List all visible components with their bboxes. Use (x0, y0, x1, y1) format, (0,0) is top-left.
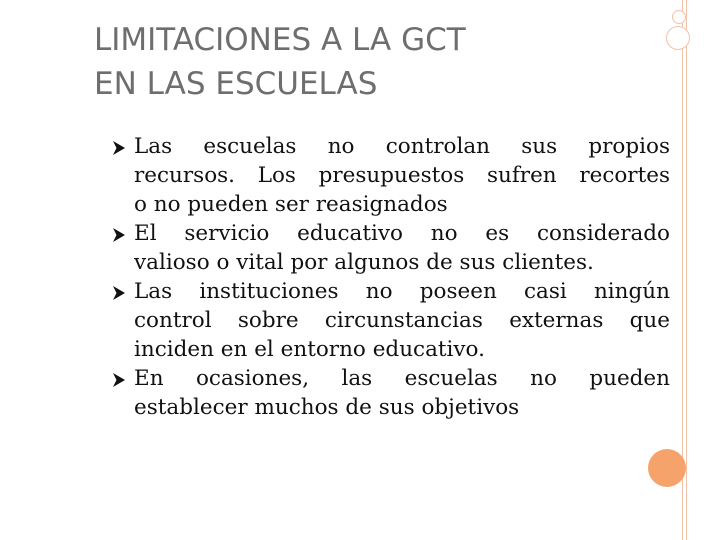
bullet-text-line: valioso o vital por algunos de sus clientes. (134, 250, 594, 275)
decorative-circle-orange (648, 449, 686, 487)
bullet-text-line: El servicio educativo no es considerado (134, 221, 670, 246)
decorative-vertical-line (686, 0, 687, 540)
bullet-text-line: inciden en el entorno educativo. (134, 337, 485, 362)
slide-title (94, 18, 614, 106)
decorative-circle-small (672, 10, 686, 24)
bullet-text-line: o no pueden ser reasignados (134, 192, 448, 217)
arrowhead-bullet-icon (112, 285, 126, 301)
bullet-text-line: control sobre circunstancias externas que (134, 308, 670, 333)
slide-title-line: LIMITACIONES A LA GCT (94, 22, 466, 58)
bullet-item (112, 219, 670, 277)
decorative-circle-ring (666, 26, 690, 50)
bullet-text-line: Las instituciones no poseen casi ningún (134, 279, 670, 304)
arrowhead-bullet-icon (112, 372, 126, 388)
bullet-text-line: establecer muchos de sus objetivos (134, 395, 520, 420)
arrowhead-bullet-icon (112, 227, 126, 243)
bullet-text-line: recursos. Los presupuestos sufren recortes (134, 163, 670, 188)
bullet-item (112, 364, 670, 422)
bullet-item (112, 132, 670, 219)
slide-title-line: EN LAS ESCUELAS (94, 66, 378, 102)
bullet-item (112, 277, 670, 364)
bullet-text-line: En ocasiones, las escuelas no pueden (134, 366, 670, 391)
bullet-list (112, 132, 670, 422)
bullet-text-line: Las escuelas no controlan sus propios (134, 134, 670, 159)
arrowhead-bullet-icon (112, 140, 126, 156)
